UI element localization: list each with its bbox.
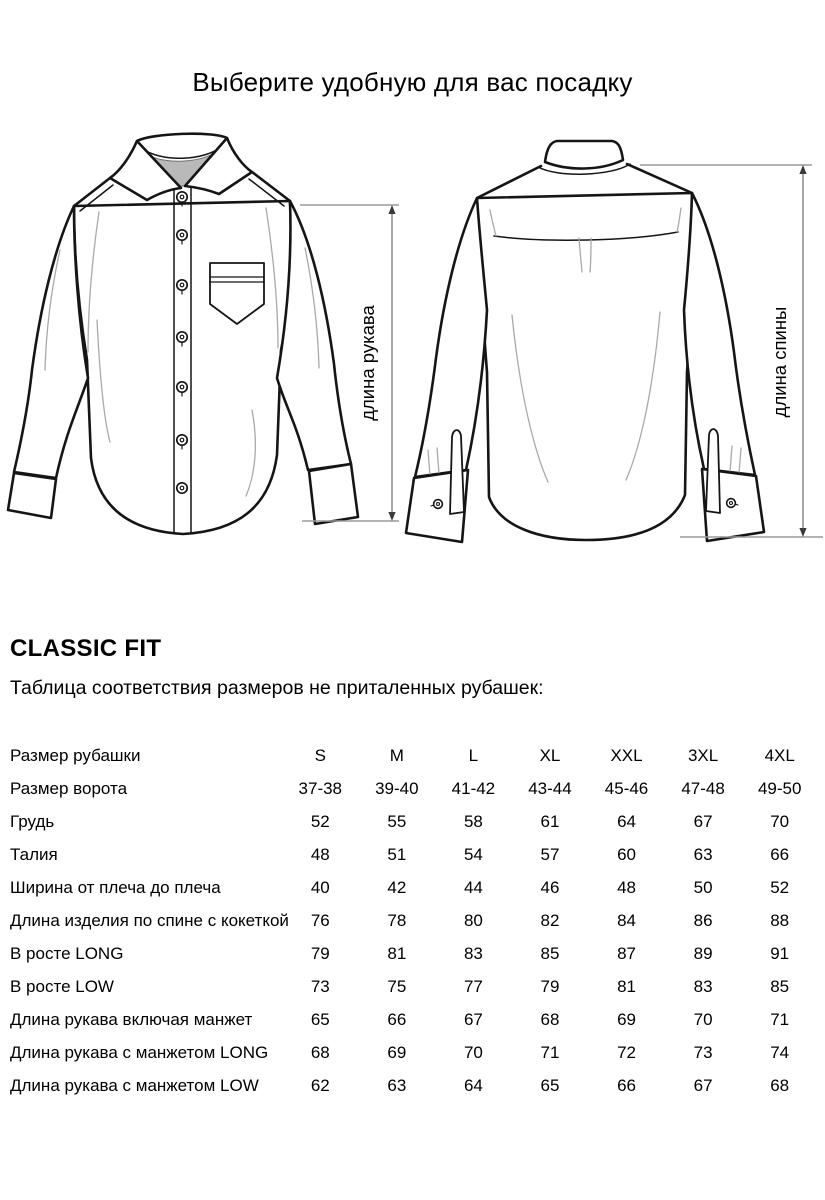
button <box>177 483 187 493</box>
size-value-cell: 89 <box>693 943 713 963</box>
size-value-cell: 68 <box>770 1075 790 1095</box>
row-label: В росте LOW <box>10 976 114 996</box>
size-value-cell: 79 <box>310 943 330 963</box>
size-value-cell: 43-44 <box>528 778 572 798</box>
back-right-shoulder <box>627 164 692 193</box>
shirt-diagram-svg <box>0 120 825 600</box>
table-row <box>10 871 818 904</box>
size-value-cell: 63 <box>387 1075 407 1095</box>
size-value-cell: 55 <box>387 811 407 831</box>
size-value-cell: 54 <box>463 844 483 864</box>
row-label: Грудь <box>10 811 55 831</box>
size-value-cell: 49-50 <box>757 778 802 798</box>
size-value-cell: 48 <box>617 877 636 897</box>
row-label: Ширина от плеча до плеча <box>10 877 221 897</box>
back-left-sleeve-placket <box>450 430 464 514</box>
shirt-size-diagram <box>0 120 825 600</box>
size-value-cell: 84 <box>617 910 636 930</box>
size-value-cell: 50 <box>693 877 713 897</box>
back-left-shoulder <box>477 166 541 198</box>
size-value-cell: 66 <box>387 1009 407 1029</box>
row-label: Размер рубашки <box>10 745 141 765</box>
back-left-sleeve <box>415 198 487 477</box>
size-value-cell: 60 <box>617 844 636 864</box>
size-value-cell: 80 <box>463 910 483 930</box>
back-length-label: длина спины <box>769 306 790 418</box>
size-value-cell: 66 <box>617 1075 636 1095</box>
size-value-cell: 67 <box>693 1075 713 1095</box>
size-value-cell: 81 <box>387 943 407 963</box>
size-value-cell: 73 <box>693 1042 713 1062</box>
size-value-cell: 39-40 <box>375 778 419 798</box>
size-value-cell: 69 <box>617 1009 636 1029</box>
size-value-cell: 71 <box>770 1009 790 1029</box>
row-label: Размер ворота <box>10 778 128 798</box>
size-value-cell: 37-38 <box>298 778 343 798</box>
size-value-cell: 70 <box>770 811 790 831</box>
row-label: Длина изделия по спине с кокеткой <box>10 910 289 930</box>
row-label: В росте LONG <box>10 943 124 963</box>
back-body <box>477 193 693 540</box>
size-value-cell: 85 <box>770 976 790 996</box>
front-right-cuff <box>309 464 358 524</box>
size-value-cell: 41-42 <box>451 778 496 798</box>
table-row <box>10 838 818 871</box>
size-value-cell: S <box>314 745 326 765</box>
table-row <box>10 805 818 838</box>
size-value-cell: 65 <box>540 1075 560 1095</box>
table-row <box>10 937 818 970</box>
size-value-cell: 87 <box>617 943 636 963</box>
size-value-cell: 61 <box>540 811 560 831</box>
size-value-cell: XL <box>539 745 561 765</box>
size-value-cell: 51 <box>387 844 407 864</box>
size-value-cell: 79 <box>540 976 560 996</box>
size-value-cell: 48 <box>310 844 330 864</box>
size-value-cell: XXL <box>610 745 643 765</box>
arrow-up-icon <box>388 205 395 214</box>
size-value-cell: 58 <box>463 811 483 831</box>
size-value-cell: 73 <box>310 976 330 996</box>
size-value-cell: 63 <box>693 844 713 864</box>
size-value-cell: 76 <box>310 910 330 930</box>
table-row <box>10 970 818 1003</box>
table-subtitle: Таблица соответствия размеров не приталенных рубашек: <box>10 676 544 699</box>
size-value-cell: L <box>468 745 479 765</box>
size-value-cell: 65 <box>310 1009 330 1029</box>
size-value-cell: 69 <box>387 1042 407 1062</box>
size-value-cell: 68 <box>540 1009 560 1029</box>
size-value-cell: 42 <box>387 877 407 897</box>
size-value-cell: 78 <box>387 910 407 930</box>
size-value-cell: 91 <box>770 943 790 963</box>
size-value-cell: 66 <box>770 844 790 864</box>
size-value-cell: 52 <box>310 811 330 831</box>
size-value-cell: 70 <box>693 1009 713 1029</box>
size-value-cell: 52 <box>770 877 790 897</box>
size-value-cell: 70 <box>463 1042 483 1062</box>
size-table-body <box>10 739 818 1102</box>
size-value-cell: 88 <box>770 910 790 930</box>
size-value-cell: 68 <box>310 1042 330 1062</box>
size-value-cell: 81 <box>617 976 636 996</box>
size-value-cell: 64 <box>463 1075 483 1095</box>
sleeve-length-label: длина рукава <box>357 305 378 421</box>
size-value-cell: 47-48 <box>681 778 725 798</box>
size-value-cell: 72 <box>617 1042 636 1062</box>
back-collar <box>477 141 692 198</box>
front-shirt-drawing <box>8 134 358 534</box>
size-table <box>10 739 818 1102</box>
size-value-cell: 40 <box>310 877 330 897</box>
size-value-cell: 75 <box>387 976 407 996</box>
table-row <box>10 1036 818 1069</box>
page-title: Выберите удобную для вас посадку <box>192 67 633 98</box>
size-value-cell: 71 <box>540 1042 560 1062</box>
size-value-cell: 83 <box>463 943 483 963</box>
arrow-up-icon <box>799 165 806 174</box>
size-value-cell: 45-46 <box>604 778 649 798</box>
size-value-cell: 3XL <box>687 745 719 765</box>
row-label: Длина рукава с манжетом LONG <box>10 1042 269 1062</box>
size-value-cell: 83 <box>693 976 713 996</box>
row-label: Талия <box>10 844 58 864</box>
arrow-down-icon <box>799 528 806 537</box>
table-row <box>10 739 818 772</box>
table-row <box>10 772 818 805</box>
row-label: Длина рукава включая манжет <box>10 1009 253 1029</box>
size-value-cell: 82 <box>540 910 560 930</box>
table-row <box>10 904 818 937</box>
size-value-cell: 67 <box>693 811 713 831</box>
size-value-cell: M <box>389 745 404 765</box>
size-value-cell: 85 <box>540 943 560 963</box>
size-value-cell: 62 <box>310 1075 330 1095</box>
fit-heading: CLASSIC FIT <box>10 634 162 662</box>
size-value-cell: 46 <box>540 877 560 897</box>
size-value-cell: 86 <box>693 910 713 930</box>
size-value-cell: 67 <box>463 1009 483 1029</box>
size-value-cell: 4XL <box>764 745 795 765</box>
size-value-cell: 64 <box>617 811 636 831</box>
size-value-cell: 57 <box>540 844 560 864</box>
size-value-cell: 74 <box>770 1042 790 1062</box>
table-row <box>10 1003 818 1036</box>
arrow-down-icon <box>388 512 395 521</box>
size-value-cell: 77 <box>463 976 483 996</box>
back-shirt-drawing <box>406 141 764 542</box>
front-collar <box>110 134 252 200</box>
front-left-cuff <box>8 473 56 518</box>
back-right-sleeve-placket <box>706 429 720 513</box>
table-row <box>10 1069 818 1102</box>
size-value-cell: 44 <box>463 877 483 897</box>
back-right-sleeve <box>684 193 755 475</box>
row-label: Длина рукава с манжетом LOW <box>10 1075 259 1095</box>
